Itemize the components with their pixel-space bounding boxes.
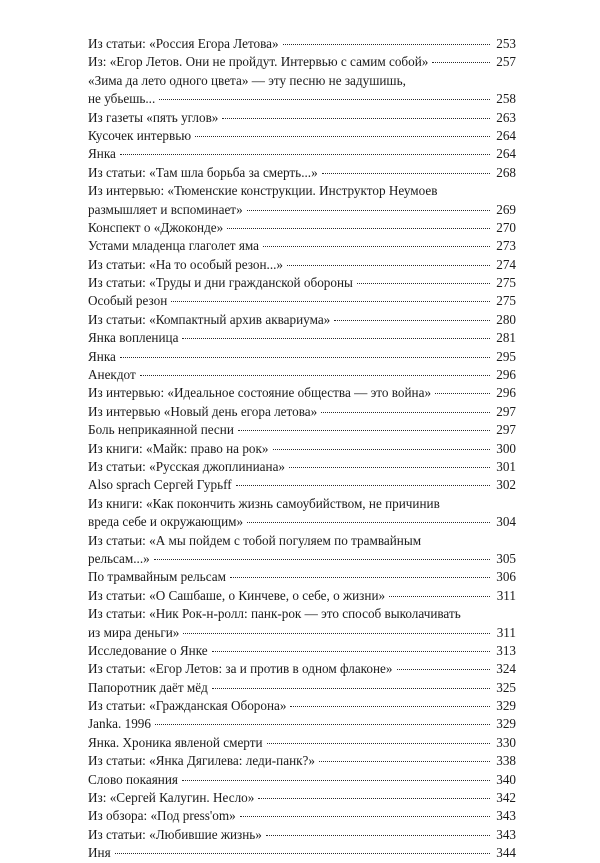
dot-leader	[140, 375, 490, 376]
toc-entry-line	[88, 458, 516, 476]
toc-entry-line	[88, 35, 516, 53]
dot-leader	[159, 99, 490, 100]
toc-entry	[88, 421, 516, 439]
toc-entry-line	[88, 752, 516, 770]
toc-entry	[88, 679, 516, 697]
page-number: 311	[496, 587, 516, 603]
page-number: 343	[496, 808, 516, 824]
page-number: 296	[496, 385, 516, 401]
toc-entry-line	[88, 660, 516, 678]
toc-entry-title: Из обзора: «Под press'om»	[88, 808, 236, 824]
page-number: 311	[496, 624, 516, 640]
toc-entry-title: Janka. 1996	[88, 716, 151, 732]
toc-entry-title: Иня	[88, 845, 111, 861]
toc-entry-line	[88, 182, 516, 200]
page-number: 338	[496, 753, 516, 769]
toc-entry-title: Из: «Сергей Калугин. Несло»	[88, 790, 255, 806]
dot-leader	[289, 467, 490, 468]
dot-leader	[263, 246, 490, 247]
dot-leader	[182, 780, 490, 781]
table-of-contents	[88, 35, 516, 863]
toc-entry-title: Из статьи: «На то особый резон...»	[88, 256, 284, 272]
toc-entry	[88, 568, 516, 586]
toc-entry-title: Боль неприкаянной песни	[88, 422, 234, 438]
dot-leader	[435, 393, 490, 394]
page-number: 295	[496, 348, 516, 364]
toc-entry-line	[88, 789, 516, 807]
page-number: 304	[496, 514, 516, 530]
toc-entry-title: Из статьи: «Компактный архив аквариума»	[88, 311, 331, 327]
toc-entry-title: Из интервью: «Идеальное состояние общества — это война»	[88, 385, 432, 401]
page-number: 297	[496, 403, 516, 419]
toc-entry-title: Из: «Егор Летов. Они не пройдут. Интервью с самим собой»	[88, 54, 429, 70]
dot-leader	[258, 798, 490, 799]
toc-entry-title: Папоротник даёт мёд	[88, 679, 208, 695]
toc-entry	[88, 109, 516, 127]
dot-leader	[183, 633, 490, 634]
page-number: 343	[496, 826, 516, 842]
toc-entry-title: Из книги: «Как покончить жизнь самоубийством, не причинив	[88, 495, 440, 511]
page-number: 329	[496, 698, 516, 714]
toc-entry	[88, 348, 516, 366]
toc-entry-line	[88, 53, 516, 71]
page-number: 306	[496, 569, 516, 585]
toc-entry-title: Из книги: «Майк: право на рок»	[88, 440, 269, 456]
toc-entry-line	[88, 292, 516, 310]
dot-leader	[115, 853, 490, 854]
toc-entry	[88, 311, 516, 329]
dot-leader	[266, 835, 490, 836]
toc-entry	[88, 35, 516, 53]
toc-entry-title: Из интервью: «Тюменские конструкции. Инструктор Неумоев	[88, 183, 438, 199]
toc-entry-line	[88, 72, 516, 90]
toc-entry	[88, 458, 516, 476]
toc-entry-line	[88, 440, 516, 458]
toc-entry-title: Янка	[88, 146, 116, 162]
page-number: 344	[496, 845, 516, 861]
toc-entry	[88, 752, 516, 770]
toc-entry-line	[88, 624, 516, 642]
toc-entry-line	[88, 476, 516, 494]
page-number: 296	[496, 367, 516, 383]
toc-entry	[88, 366, 516, 384]
toc-entry-line	[88, 697, 516, 715]
toc-entry	[88, 72, 516, 109]
dot-leader	[334, 320, 490, 321]
toc-entry-title: Из статьи: «Егор Летов: за и против в одном флаконе»	[88, 661, 393, 677]
toc-entry-line	[88, 587, 516, 605]
dot-leader	[432, 62, 490, 63]
toc-entry-title: Янка. Хроника явленой смерти	[88, 734, 263, 750]
toc-entry	[88, 734, 516, 752]
dot-leader	[120, 357, 490, 358]
toc-entry-line	[88, 532, 516, 550]
toc-entry	[88, 844, 516, 862]
toc-entry	[88, 532, 516, 569]
page-number: 263	[496, 109, 516, 125]
toc-entry-line	[88, 164, 516, 182]
toc-entry-title: Кусочек интервью	[88, 127, 192, 143]
page-number: 330	[496, 734, 516, 750]
toc-entry-line	[88, 679, 516, 697]
toc-entry-line	[88, 329, 516, 347]
dot-leader	[283, 44, 490, 45]
toc-entry-title: «Зима да лето одного цвета» — эту песню не задушишь,	[88, 72, 406, 88]
toc-entry	[88, 587, 516, 605]
toc-entry	[88, 495, 516, 532]
toc-entry	[88, 807, 516, 825]
toc-entry-line	[88, 715, 516, 733]
toc-entry-line	[88, 348, 516, 366]
page-number: 297	[496, 422, 516, 438]
toc-entry-title: Устами младенца глаголет яма	[88, 238, 260, 254]
toc-entry-title: Из статьи: «Там шла борьба за смерть...»	[88, 164, 318, 180]
toc-entry-line	[88, 844, 516, 862]
toc-entry-title: По трамвайным рельсам	[88, 569, 226, 585]
toc-entry-title: Из статьи: «Труды и дни гражданской обороны	[88, 275, 353, 291]
dot-leader	[357, 283, 490, 284]
toc-entry-line	[88, 256, 516, 274]
toc-entry-title: Из статьи: «Гражданская Оборона»	[88, 698, 287, 714]
page-number: 301	[496, 458, 516, 474]
toc-entry-title: Янка	[88, 348, 116, 364]
dot-leader	[195, 136, 490, 137]
dot-leader	[171, 301, 490, 302]
page-number: 342	[496, 790, 516, 806]
page-number: 273	[496, 238, 516, 254]
dot-leader	[240, 816, 490, 817]
toc-entry-title: Анекдот	[88, 367, 136, 383]
dot-leader	[397, 669, 490, 670]
toc-entry-title: не убьешь...	[88, 91, 156, 107]
toc-entry	[88, 53, 516, 71]
toc-entry-line	[88, 90, 516, 108]
dot-leader	[267, 743, 490, 744]
toc-entry-title: Из интервью «Новый день егора летова»	[88, 403, 318, 419]
page-number: 269	[496, 201, 516, 217]
toc-entry-line	[88, 201, 516, 219]
toc-entry-line	[88, 366, 516, 384]
dot-leader	[322, 173, 490, 174]
toc-entry-line	[88, 384, 516, 402]
page-number: 253	[496, 36, 516, 51]
toc-entry-title: Янка вопленица	[88, 330, 179, 346]
toc-entry-line	[88, 403, 516, 421]
toc-entry-line	[88, 495, 516, 513]
page-number: 302	[496, 477, 516, 493]
dot-leader	[287, 265, 490, 266]
page-number: 325	[496, 679, 516, 695]
dot-leader	[290, 706, 490, 707]
toc-entry-title: Конспект о «Джоконде»	[88, 219, 224, 235]
toc-entry-title: Из газеты «пять углов»	[88, 109, 219, 125]
dot-leader	[321, 412, 490, 413]
page-number: 270	[496, 219, 516, 235]
dot-leader	[247, 522, 490, 523]
dot-leader	[182, 338, 490, 339]
toc-entry	[88, 605, 516, 642]
dot-leader	[230, 577, 490, 578]
page-number: 264	[496, 127, 516, 143]
toc-entry-line	[88, 127, 516, 145]
page-number: 300	[496, 440, 516, 456]
toc-entry	[88, 145, 516, 163]
toc-entry-line	[88, 550, 516, 568]
toc-entry	[88, 697, 516, 715]
toc-entry	[88, 182, 516, 219]
toc-entry	[88, 384, 516, 402]
toc-entry-title: из мира деньги»	[88, 624, 180, 640]
toc-entry-title: рельсам...»	[88, 550, 150, 566]
page-number: 313	[496, 642, 516, 658]
toc-entry-line	[88, 219, 516, 237]
toc-entry-line	[88, 734, 516, 752]
dot-leader	[319, 761, 490, 762]
page-number: 329	[496, 716, 516, 732]
toc-entry	[88, 715, 516, 733]
toc-entry-title: Из статьи: «О Сашбаше, о Кинчеве, о себе, о жизни»	[88, 587, 386, 603]
toc-entry-line	[88, 145, 516, 163]
dot-leader	[154, 559, 490, 560]
toc-entry-line	[88, 109, 516, 127]
toc-entry-line	[88, 826, 516, 844]
toc-entry-title: Из статьи: «Любившие жизнь»	[88, 826, 262, 842]
toc-entry	[88, 274, 516, 292]
toc-entry-line	[88, 771, 516, 789]
page-number: 305	[496, 550, 516, 566]
toc-entry-title: Also sprach Сергей Гурьff	[88, 477, 232, 493]
page-number: 275	[496, 275, 516, 291]
toc-entry-title: Из статьи: «Ник Рок-н-ролл: панк-рок — это способ выколачивать	[88, 606, 461, 622]
dot-leader	[236, 485, 490, 486]
dot-leader	[212, 688, 490, 689]
toc-entry	[88, 789, 516, 807]
toc-entry	[88, 329, 516, 347]
toc-entry	[88, 292, 516, 310]
toc-entry-line	[88, 605, 516, 623]
toc-entry	[88, 476, 516, 494]
toc-entry	[88, 403, 516, 421]
toc-entry-line	[88, 274, 516, 292]
page-number: 257	[496, 54, 516, 70]
toc-entry-title: размышляет и вспоминает»	[88, 201, 243, 217]
dot-leader	[273, 449, 490, 450]
dot-leader	[238, 430, 490, 431]
toc-entry	[88, 826, 516, 844]
page-number: 324	[496, 661, 516, 677]
page-number: 340	[496, 771, 516, 787]
toc-entry-line	[88, 237, 516, 255]
dot-leader	[120, 154, 490, 155]
page-number: 280	[496, 311, 516, 327]
dot-leader	[155, 724, 490, 725]
toc-entry-line	[88, 421, 516, 439]
page-number: 274	[496, 256, 516, 272]
toc-entry-title: Из статьи: «А мы пойдем с тобой погуляем по трамвайным	[88, 532, 422, 548]
toc-entry-line	[88, 642, 516, 660]
dot-leader	[389, 596, 490, 597]
toc-entry	[88, 237, 516, 255]
page-number: 275	[496, 293, 516, 309]
page-number: 281	[496, 330, 516, 346]
toc-entry-title: Слово покаяния	[88, 771, 178, 787]
page-number: 268	[496, 164, 516, 180]
toc-entry-line	[88, 807, 516, 825]
toc-entry	[88, 660, 516, 678]
dot-leader	[247, 210, 490, 211]
toc-entry	[88, 440, 516, 458]
toc-entry	[88, 127, 516, 145]
toc-entry-title: Из статьи: «Русская джоплиниана»	[88, 458, 286, 474]
toc-entry-line	[88, 513, 516, 531]
dot-leader	[212, 651, 490, 652]
toc-entry	[88, 771, 516, 789]
toc-entry	[88, 256, 516, 274]
toc-entry-title: Исследование о Янке	[88, 642, 208, 658]
toc-entry-line	[88, 311, 516, 329]
toc-entry-title: Из статьи: «Янка Дягилева: леди-панк?»	[88, 753, 315, 769]
page-number: 258	[496, 91, 516, 107]
toc-entry-title: Из статьи: «Россия Егора Летова»	[88, 36, 279, 51]
toc-entry-title: Особый резон	[88, 293, 168, 309]
toc-entry-line	[88, 568, 516, 586]
dot-leader	[227, 228, 490, 229]
page-number: 264	[496, 146, 516, 162]
toc-entry	[88, 219, 516, 237]
toc-entry	[88, 164, 516, 182]
toc-entry	[88, 642, 516, 660]
toc-entry-title: вреда себе и окружающим»	[88, 514, 244, 530]
dot-leader	[222, 118, 490, 119]
